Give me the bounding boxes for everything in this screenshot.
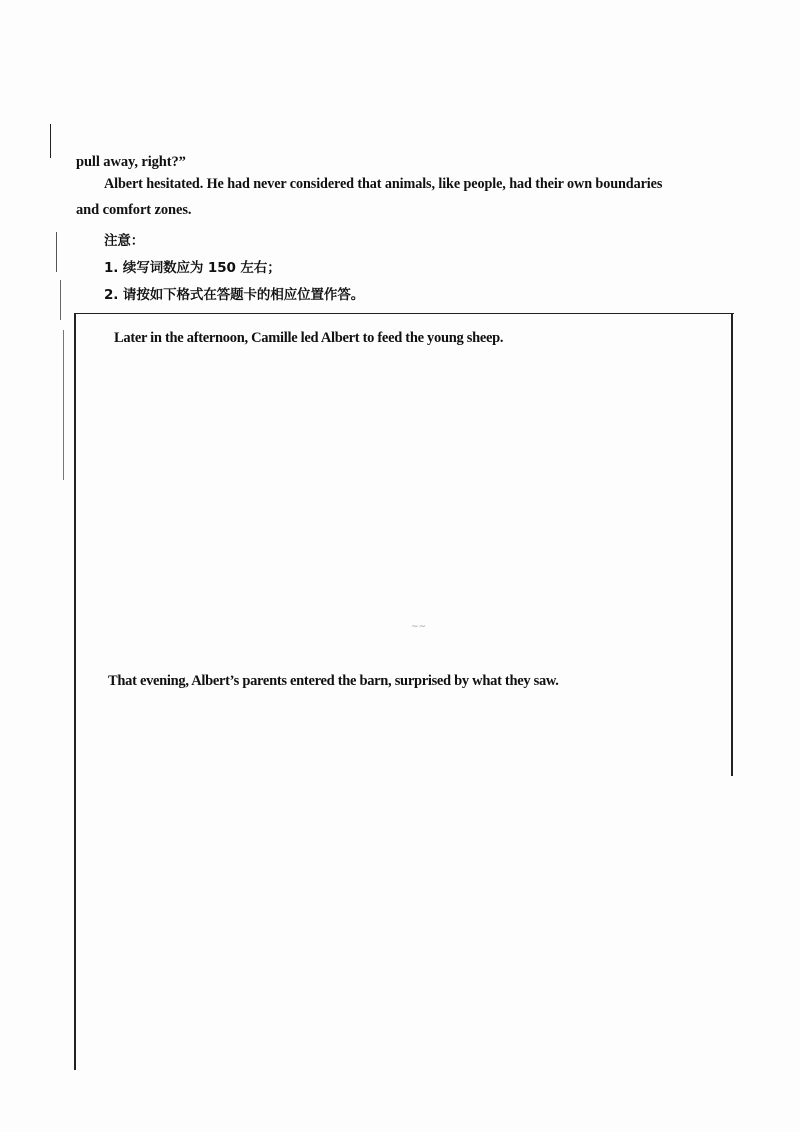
answer-box-left-border xyxy=(74,313,76,1070)
scan-artifact-line xyxy=(60,280,61,320)
passage-line: and comfort zones. xyxy=(76,202,192,218)
passage-line: pull away, right?” xyxy=(76,154,186,170)
passage-line: Albert hesitated. He had never considered that animals, like people, had their own boundaries xyxy=(104,176,663,192)
paragraph-1-start: Later in the afternoon, Camille led Albert to feed the young sheep. xyxy=(114,330,504,346)
notes-item: 2. 请按如下格式在答题卡的相应位置作答。 xyxy=(104,287,365,303)
scan-artifact-line xyxy=(56,232,57,272)
scan-artifact-line xyxy=(50,124,51,158)
answer-box-right-border xyxy=(731,313,733,776)
scan-artifact-line xyxy=(63,330,64,480)
scan-smudge: ~~ xyxy=(411,622,427,632)
paragraph-2-start: That evening, Albert’s parents entered the barn, surprised by what they saw. xyxy=(108,673,559,689)
answer-box xyxy=(74,313,734,1084)
notes-heading: 注意： xyxy=(104,233,145,249)
notes-item: 1. 续写词数应为 150 左右； xyxy=(104,260,281,276)
